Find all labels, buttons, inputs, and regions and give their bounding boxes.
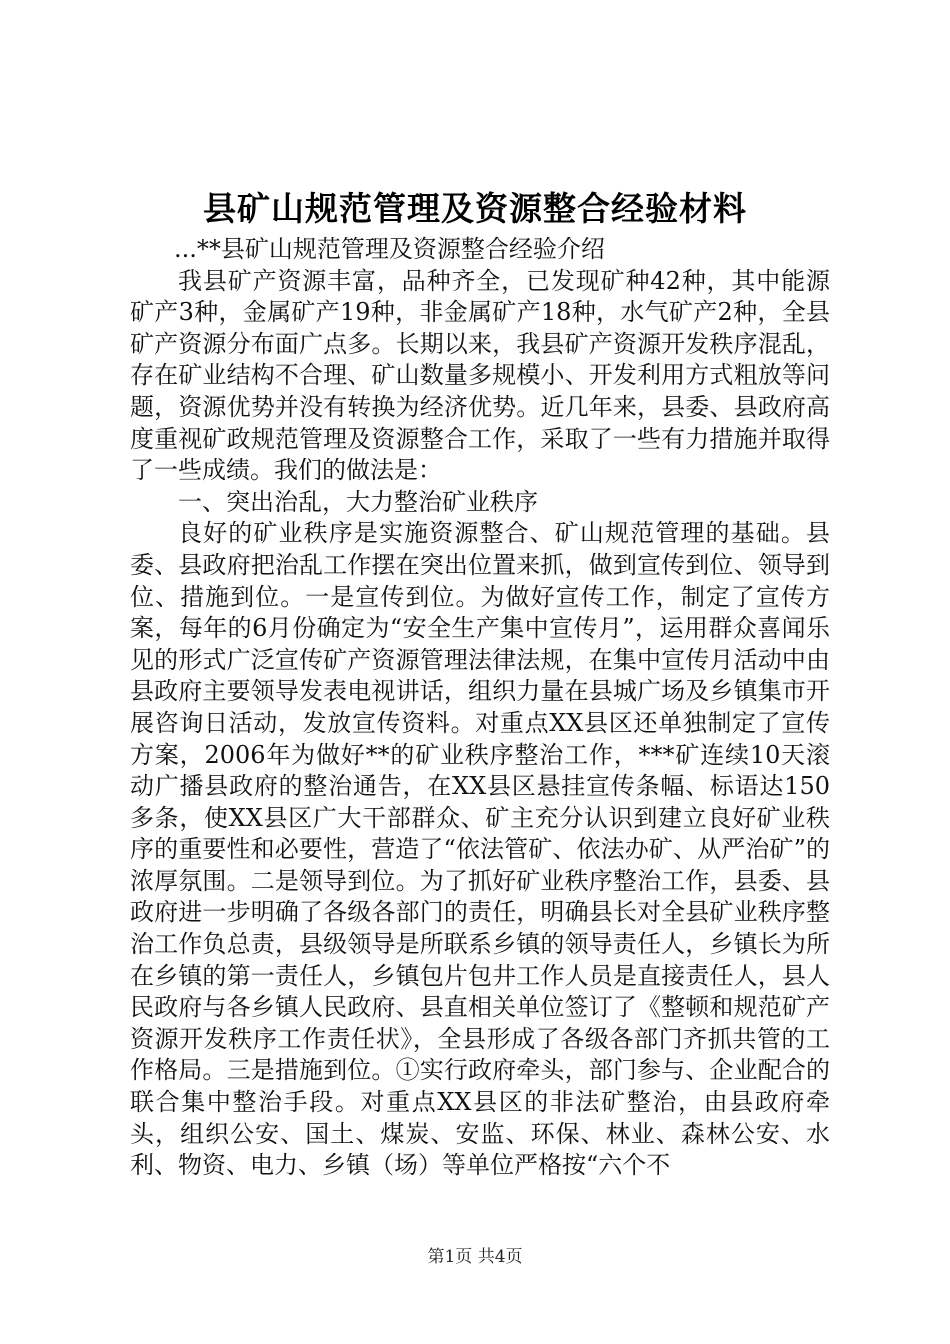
document-title: 县矿山规范管理及资源整合经验材料	[203, 189, 747, 228]
document-subtitle: ...**县矿山规范管理及资源整合经验介绍	[174, 235, 605, 263]
page-footer: 第1页 共4页	[427, 1247, 523, 1267]
paragraph-section-1: 良好的矿业秩序是实施资源整合、矿山规范管理的基础。县委、县政府把治乱工作摆在突出位置来抓，做到宣传到位、领导到位、措施到位。一是宣传到位。为做好宣传工作，制定了宣传方案，每年的6月份确定为“安全生产集中宣传月”，运用群众喜闻乐见的形式广泛宣传矿产资源管理法律法规，在集中宣传月活动中由县政府主要领导发表电视讲话，组织力量在县城广场及乡镇集市开展咨询日活动，发放宣传资料。对重点XX县区还单独制定了宣传方案，2006年为做好**的矿业秩序整治工作，***矿连续10天滚动广播县政府的整治通告，在XX县区悬挂宣传条幅、标语达150多条，使XX县区广大干部群众、矿主充分认识到建立良好矿业秩序的重要性和必要性，营造了“依法管矿、依法办矿、从严治矿”的浓厚氛围。二是领导到位。为了抓好矿业秩序整治工作，县委、县政府进一步明确了各级各部门的责任，明确县长对全县矿业秩序整治工作负总责，县级领导是所联系乡镇的领导责任人，乡镇长为所在乡镇的第一责任人，乡镇包片包井工作人员是直接责任人，县人民政府与各乡镇人民政府、县直相关单位签订了《整顿和规范矿产资源开发秩序工作责任状》，全县形成了各级各部门齐抓共管的工作格局。三是措施到位。①实行政府牵头，部门参与、企业配合的联合集中整治手段。对重点XX县区的非法矿整治，由县政府牵头，组织公安、国土、煤炭、安监、环保、林业、森林公安、水利、物资、电力、乡镇（场）等单位严格按“六个不	[130, 519, 830, 1180]
section-heading: 一、突出治乱，大力整治矿业秩序	[178, 487, 538, 516]
document-body	[130, 234, 830, 1182]
paragraph-intro: 我县矿产资源丰富，品种齐全，已发现矿种42种，其中能源矿产3种，金属矿产19种，非金属矿产18种，水气矿产2种，全县矿产资源分布面广点多。长期以来，我县矿产资源开发秩序混乱，存在矿业结构不合理、矿山数量多规模小、开发利用方式粗放等问题，资源优势并没有转换为经济优势。近几年来，县委、县政府高度重视矿政规范管理及资源整合工作，采取了一些有力措施并取得了一些成绩。我们的做法是：	[130, 266, 830, 485]
